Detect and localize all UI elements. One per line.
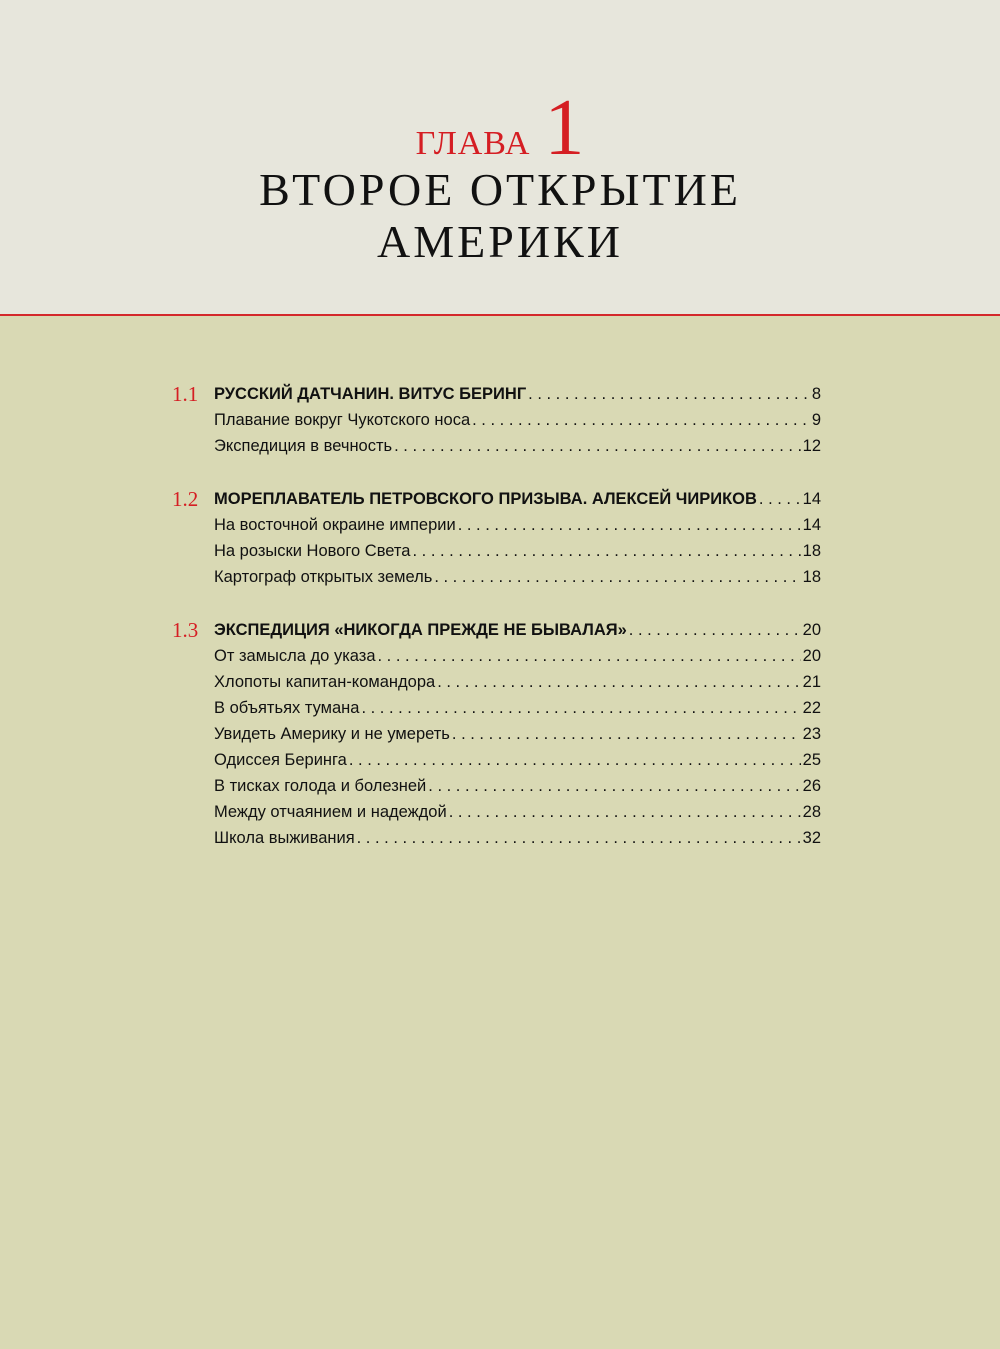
toc-entry-title: Хлопоты капитан-командора (214, 673, 436, 691)
dot-leader (472, 407, 810, 433)
toc-entry-page: 18 (802, 568, 821, 586)
chapter-title (0, 164, 1000, 268)
toc-entry[interactable] (214, 407, 821, 433)
dot-leader (437, 669, 800, 695)
toc-entry[interactable] (214, 695, 821, 721)
toc-entry-main[interactable] (214, 381, 821, 407)
toc-entry-title: МОРЕПЛАВАТЕЛЬ ПЕТРОВСКОГО ПРИЗЫВА. АЛЕКСЕЙ ЧИРИКОВ (214, 490, 757, 508)
toc-entry-main[interactable] (214, 486, 821, 512)
toc-entry-title: ЭКСПЕДИЦИЯ «НИКОГДА ПРЕЖДЕ НЕ БЫВАЛАЯ» (214, 621, 627, 639)
dot-leader (378, 643, 801, 669)
toc-entry-title: Одиссея Беринга (214, 751, 347, 769)
toc-entry-page: 18 (802, 542, 821, 560)
section-number: 1.1 (172, 382, 199, 406)
dot-leader (434, 564, 800, 590)
toc-entry-title: Картограф открытых земель (214, 568, 433, 586)
chapter-number: 1 (544, 84, 585, 172)
chapter-title-line-2: АМЕРИКИ (377, 216, 623, 267)
toc-entry[interactable] (214, 721, 821, 747)
dot-leader (629, 617, 801, 643)
toc-entry[interactable] (214, 747, 821, 773)
toc-entry-title: Между отчаянием и надеждой (214, 803, 447, 821)
dot-leader (528, 381, 810, 407)
dot-leader (452, 721, 801, 747)
chapter-title-line-1: ВТОРОЕ ОТКРЫТИЕ (259, 164, 741, 215)
toc-entry-page: 32 (802, 829, 821, 847)
dot-leader (394, 433, 801, 459)
toc-entry-page: 20 (802, 621, 821, 639)
toc-entry-page: 9 (811, 411, 821, 429)
section-number: 1.3 (172, 618, 199, 642)
toc-entry-page: 22 (802, 699, 821, 717)
toc-entry-title: На розыски Нового Света (214, 542, 411, 560)
toc-entry[interactable] (214, 538, 821, 564)
toc-entry-title: В тисках голода и болезней (214, 777, 427, 795)
toc-entry-page: 26 (802, 777, 821, 795)
toc-entry-title: Увидеть Америку и не умереть (214, 725, 450, 743)
dot-leader (357, 825, 801, 851)
toc-entry-page: 20 (802, 647, 821, 665)
toc-entry-page: 21 (802, 673, 821, 691)
toc-entry-title: РУССКИЙ ДАТЧАНИН. ВИТУС БЕРИНГ (214, 385, 527, 403)
dot-leader (361, 695, 800, 721)
toc-entry[interactable] (214, 564, 821, 590)
toc-entry-title: Школа выживания (214, 829, 355, 847)
toc-entry[interactable] (214, 433, 821, 459)
toc-entry-title: От замысла до указа (214, 647, 376, 665)
toc-entry[interactable] (214, 773, 821, 799)
chapter-word: ГЛАВА (415, 125, 531, 162)
toc-entry-title: Экспедиция в вечность (214, 437, 393, 455)
chapter-header (0, 0, 1000, 316)
toc-entry-page: 25 (802, 751, 821, 769)
dot-leader (349, 747, 801, 773)
dot-leader (458, 512, 801, 538)
section-number: 1.2 (172, 487, 199, 511)
dot-leader (412, 538, 800, 564)
dot-leader (759, 486, 801, 512)
toc-entry-page: 8 (811, 385, 821, 403)
toc-entry-page: 28 (802, 803, 821, 821)
chapter-label (0, 84, 1000, 172)
toc-entry[interactable] (214, 643, 821, 669)
toc-entry-page: 14 (802, 516, 821, 534)
toc-entry-title: Плавание вокруг Чукотского носа (214, 411, 471, 429)
toc-entry-page: 14 (802, 490, 821, 508)
toc-entry-page: 12 (802, 437, 821, 455)
dot-leader (449, 799, 801, 825)
toc-entry[interactable] (214, 512, 821, 538)
toc-entry[interactable] (214, 799, 821, 825)
toc-entry[interactable] (214, 825, 821, 851)
toc-entry-title: В объятьях тумана (214, 699, 360, 717)
toc-entry-main[interactable] (214, 617, 821, 643)
toc-entry[interactable] (214, 669, 821, 695)
dot-leader (428, 773, 800, 799)
toc-entry-page: 23 (802, 725, 821, 743)
toc-entry-title: На восточной окраине империи (214, 516, 456, 534)
